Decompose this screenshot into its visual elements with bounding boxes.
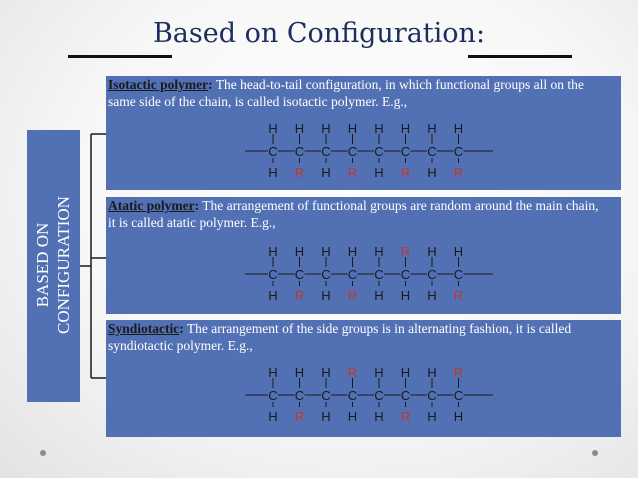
substituent-bottom: R	[347, 165, 358, 180]
substituent-bottom: H	[321, 288, 331, 303]
substituent-top: H	[400, 365, 411, 380]
substituent-bottom: R	[400, 409, 411, 424]
carbon-atom: C	[347, 267, 358, 282]
carbon-atom: C	[321, 388, 331, 403]
substituent-top: H	[453, 244, 464, 259]
carbon-atom: C	[427, 144, 437, 159]
substituent-bottom: H	[268, 288, 278, 303]
substituent-top: H	[321, 244, 331, 259]
substituent-bottom: H	[268, 409, 278, 424]
carbon-atom: C	[453, 267, 464, 282]
substituent-bottom: H	[268, 165, 278, 180]
panel-isotactic	[106, 76, 621, 190]
atactic-structure	[241, 242, 501, 304]
substituent-top: H	[374, 365, 384, 380]
panel-syndiotactic-text	[108, 320, 608, 354]
side-label: BASED ON CONFIGURATION	[33, 196, 73, 334]
carbon-atom: C	[374, 267, 384, 282]
substituent-bottom: R	[294, 165, 305, 180]
substituent-top: H	[268, 244, 278, 259]
isotactic-structure	[241, 119, 501, 181]
substituent-bottom: R	[453, 288, 464, 303]
isotactic-description: The head-to-tail configuration, in which functional groups all on the same side of the chain, is called isotactic polymer. E.g.,	[108, 77, 584, 109]
substituent-top: H	[427, 365, 437, 380]
carbon-atom: C	[347, 144, 358, 159]
slide-title: Based on Configuration:	[152, 18, 486, 49]
substituent-bottom: R	[453, 165, 464, 180]
carbon-atom: C	[453, 388, 464, 403]
carbon-atom: C	[427, 267, 437, 282]
atactic-separator: :	[194, 198, 200, 213]
carbon-atom: C	[321, 267, 331, 282]
substituent-top: H	[427, 121, 437, 136]
carbon-atom: C	[374, 388, 384, 403]
substituent-top: H	[347, 121, 358, 136]
substituent-bottom: H	[427, 288, 437, 303]
panel-isotactic-text	[108, 76, 608, 110]
carbon-atom: C	[347, 388, 358, 403]
substituent-top: H	[268, 121, 278, 136]
substituent-top: H	[294, 244, 305, 259]
syndiotactic-separator: :	[179, 321, 184, 336]
syndiotactic-description: The arrangement of the side groups is in alternating fashion, it is called syndiotactic polymer. E.g.,	[108, 321, 572, 353]
substituent-top: H	[374, 121, 384, 136]
substituent-top: H	[294, 365, 305, 380]
substituent-top: H	[400, 121, 411, 136]
substituent-top: H	[347, 244, 358, 259]
substituent-top: H	[294, 121, 305, 136]
panel-syndiotactic	[106, 320, 621, 437]
substituent-bottom: R	[294, 409, 305, 424]
carbon-atom: C	[294, 144, 305, 159]
substituent-top: H	[374, 244, 384, 259]
substituent-bottom: R	[294, 288, 305, 303]
carbon-atom: C	[374, 144, 384, 159]
substituent-top: H	[321, 365, 331, 380]
carbon-atom: C	[268, 267, 278, 282]
substituent-bottom: H	[321, 409, 331, 424]
carbon-atom: C	[400, 144, 411, 159]
substituent-bottom: R	[400, 165, 411, 180]
carbon-atom: C	[427, 388, 437, 403]
substituent-bottom: H	[427, 165, 437, 180]
substituent-bottom: H	[400, 288, 411, 303]
substituent-top: H	[321, 121, 331, 136]
atactic-description: The arrangement of functional groups are random around the main chain, it is called atatic polymer. E.g.,	[108, 198, 599, 230]
substituent-bottom: H	[427, 409, 437, 424]
syndiotactic-heading: Syndiotactic	[108, 321, 180, 336]
panel-atactic-text	[108, 197, 608, 231]
bullet-dot-left	[40, 450, 46, 456]
substituent-top: R	[400, 244, 411, 259]
substituent-bottom: H	[347, 409, 358, 424]
carbon-atom: C	[268, 388, 278, 403]
carbon-atom: C	[400, 267, 411, 282]
carbon-atom: C	[294, 267, 305, 282]
panel-atactic	[106, 197, 621, 314]
carbon-atom: C	[294, 388, 305, 403]
substituent-bottom: H	[453, 409, 464, 424]
substituent-top: R	[453, 365, 464, 380]
isotactic-separator: :	[208, 77, 213, 92]
carbon-atom: C	[321, 144, 331, 159]
substituent-bottom: H	[321, 165, 331, 180]
isotactic-heading: Isotactic polymer	[108, 77, 209, 92]
syndiotactic-structure	[241, 363, 501, 425]
substituent-top: H	[453, 121, 464, 136]
atactic-heading: Atatic polymer	[108, 198, 195, 213]
substituent-bottom: H	[374, 288, 384, 303]
substituent-bottom: R	[347, 288, 358, 303]
carbon-atom: C	[400, 388, 411, 403]
substituent-bottom: H	[374, 165, 384, 180]
substituent-top: H	[268, 365, 278, 380]
substituent-bottom: H	[374, 409, 384, 424]
carbon-atom: C	[268, 144, 278, 159]
substituent-top: H	[427, 244, 437, 259]
substituent-top: R	[347, 365, 358, 380]
bullet-dot-right	[592, 450, 598, 456]
carbon-atom: C	[453, 144, 464, 159]
